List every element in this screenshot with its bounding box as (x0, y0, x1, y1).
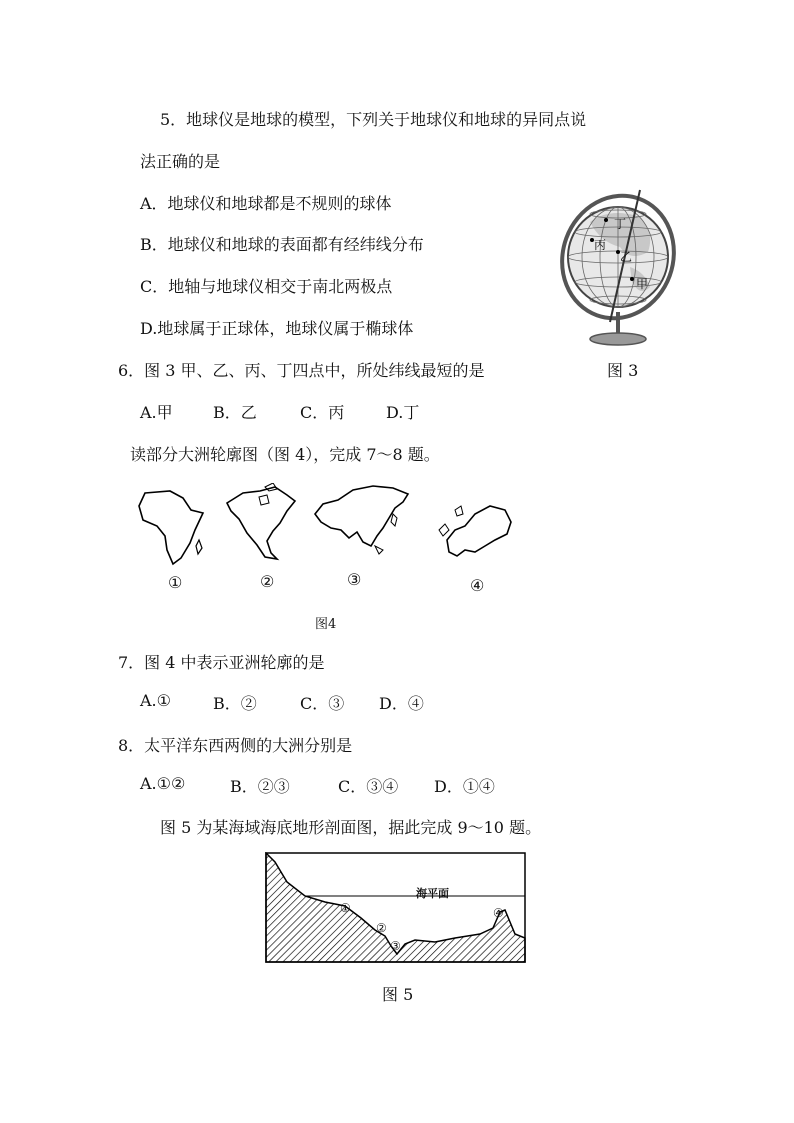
fig5-marker-3: ③ (390, 939, 401, 953)
asia-outline (313, 484, 413, 559)
fig4-label-4: ④ (470, 576, 485, 595)
fig5-marker-2: ② (376, 921, 387, 935)
intro-7-8: 读部分大洲轮廓图（图 4），完成 7～8 题。 (130, 445, 440, 464)
q7-option-a: A.① (140, 691, 171, 710)
q5-stem-line1: 5．地球仪是地球的模型，下列关于地球仪和地球的异同点说 (160, 110, 587, 129)
europe-outline (435, 500, 515, 565)
globe-point-bing: 丙 (594, 238, 607, 252)
globe-point-ding: 丁 (614, 217, 627, 231)
q7-option-c: C．③ (300, 694, 345, 713)
q6-option-a: A.甲 (140, 403, 173, 422)
q6-stem: 6．图 3 甲、乙、丙、丁四点中，所处纬线最短的是 (118, 361, 485, 380)
fig5-marker-1: ① (340, 901, 351, 915)
intro-9-10: 图 5 为某海域海底地形剖面图，据此完成 9～10 题。 (160, 818, 542, 837)
fig4-caption: 图4 (315, 617, 337, 632)
q7-option-d: D．④ (379, 694, 424, 713)
q6-option-c: C．丙 (300, 403, 345, 422)
q7-option-b: B．② (213, 694, 257, 713)
africa-outline (135, 488, 210, 568)
q6-option-d: D.丁 (386, 403, 420, 422)
q5-option-d: D.地球属于正球体，地球仪属于椭球体 (140, 319, 414, 338)
sea-level-label: 海平面 (416, 887, 449, 900)
q6-option-b: B．乙 (213, 403, 257, 422)
q8-option-a: A.①② (140, 774, 186, 793)
fig4-label-1: ① (168, 573, 183, 592)
fig4-label-2: ② (260, 572, 275, 591)
fig4-label-3: ③ (347, 570, 362, 589)
q7-stem: 7．图 4 中表示亚洲轮廓的是 (118, 653, 325, 672)
q5-option-a: A．地球仪和地球都是不规则的球体 (140, 194, 392, 213)
q5-option-c: C．地轴与地球仪相交于南北两极点 (140, 277, 393, 296)
globe-figure (560, 182, 680, 352)
fig5-caption: 图 5 (382, 985, 414, 1004)
q5-stem-line2: 法正确的是 (140, 152, 221, 171)
q8-option-b: B．②③ (230, 777, 290, 796)
q8-option-d: D．①④ (434, 777, 495, 796)
north-america-outline (225, 483, 300, 563)
fig3-caption: 图 3 (607, 361, 639, 380)
globe-point-jia: 甲 (636, 277, 649, 291)
q8-option-c: C．③④ (338, 777, 399, 796)
q5-option-b: B．地球仪和地球的表面都有经纬线分布 (140, 235, 424, 254)
fig5-marker-4: ④ (493, 906, 504, 920)
q8-stem: 8．太平洋东西两侧的大洲分别是 (118, 736, 353, 755)
globe-point-yi: 乙 (620, 250, 633, 264)
